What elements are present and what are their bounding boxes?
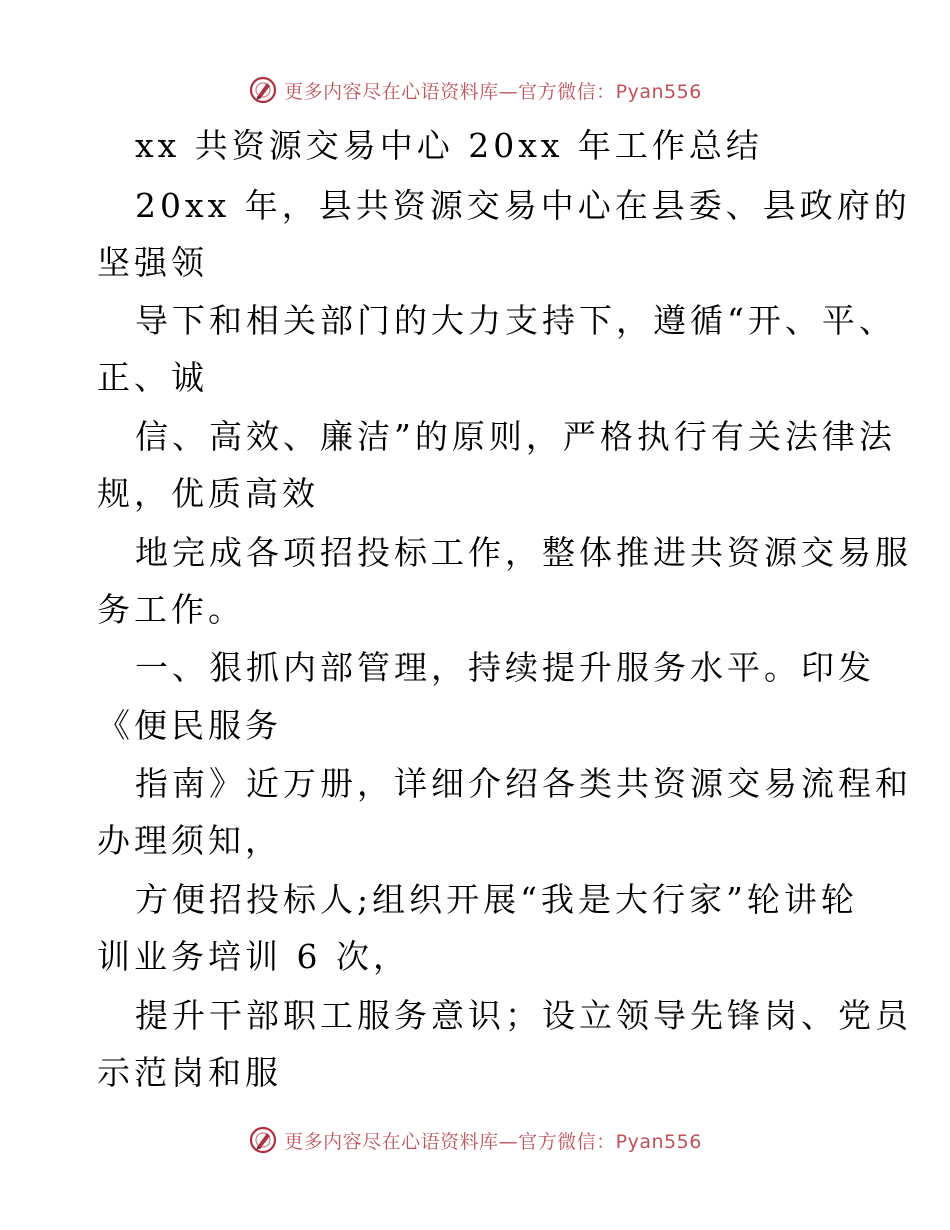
document-title: xx 共资源交易中心 20xx 年工作总结 xyxy=(135,126,763,165)
header-banner xyxy=(0,72,950,108)
paragraph-line: 规，优质高效 xyxy=(97,474,319,513)
banner-text: 更多内容尽在心语资料库—官方微信：Pyan556 xyxy=(284,80,702,103)
paragraph-line: 坚强领 xyxy=(97,243,208,282)
paragraph-line: 训业务培训 6 次， xyxy=(97,937,410,976)
paragraph-line: 地完成各项招投标工作，整体推进共资源交易服 xyxy=(135,533,912,572)
paragraph-line: 提升干部职工服务意识；设立领导先锋岗、党员 xyxy=(135,996,912,1035)
pen-nib-logo-icon xyxy=(248,75,278,105)
footer-banner xyxy=(0,1122,950,1158)
paragraph-line: 指南》近万册，详细介绍各类共资源交易流程和 xyxy=(135,764,912,803)
banner-text: 更多内容尽在心语资料库—官方微信：Pyan556 xyxy=(284,1130,702,1153)
section-heading-line: 一、狠抓内部管理，持续提升服务水平。印发 xyxy=(135,648,875,687)
paragraph-line: 导下和相关部门的大力支持下，遵循“开、平、 xyxy=(135,301,896,340)
pen-nib-logo-icon xyxy=(248,1125,278,1155)
paragraph-line: 20xx 年，县共资源交易中心在县委、县政府的 xyxy=(135,186,911,225)
paragraph-line: 《便民服务 xyxy=(97,706,282,745)
paragraph-line: 方便招投标人;组织开展“我是大行家”轮讲轮 xyxy=(135,880,858,919)
paragraph-line: 信、高效、廉洁”的原则，严格执行有关法律法 xyxy=(135,417,896,456)
paragraph-line: 务工作。 xyxy=(97,590,245,629)
paragraph-line: 正、诚 xyxy=(97,358,208,397)
paragraph-line: 办理须知， xyxy=(97,821,282,860)
paragraph-line: 示范岗和服 xyxy=(97,1053,282,1092)
